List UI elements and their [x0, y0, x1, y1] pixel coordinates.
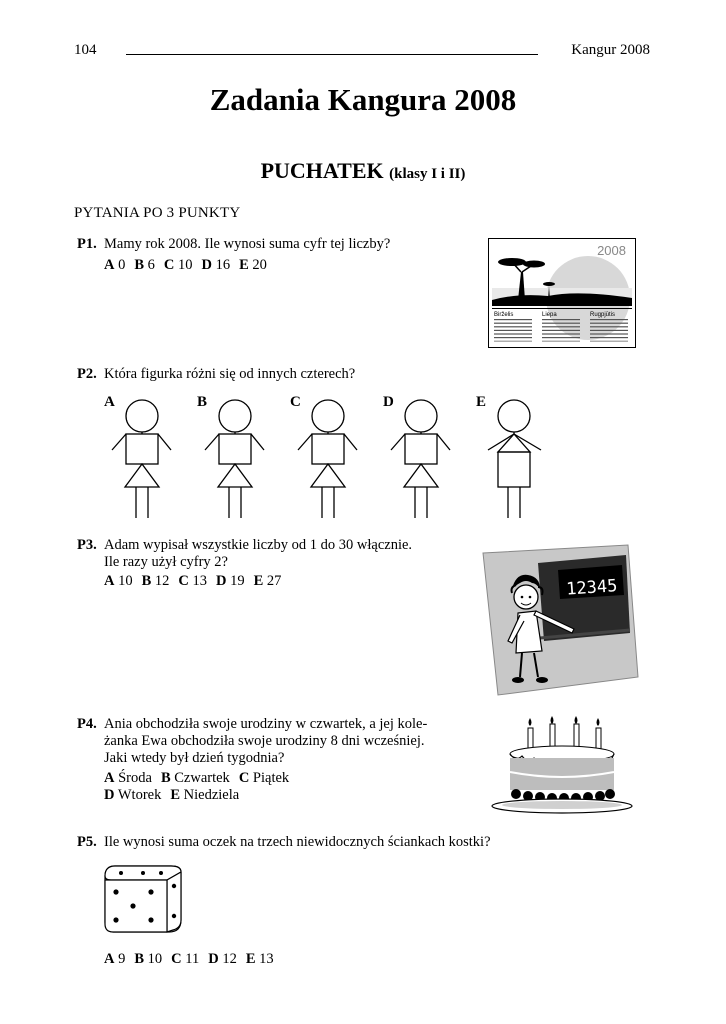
answer-options-row-2 — [104, 787, 248, 804]
stick-figure-b — [205, 400, 264, 518]
calendar-year: 2008 — [597, 243, 626, 258]
calendar-month-1: Birželis — [494, 312, 514, 318]
question-text: Ile wynosi suma oczek na trzech niewidocznych ściankach kostki? — [104, 834, 491, 850]
question-number: P4. — [77, 716, 97, 732]
answer-option: D 16 — [201, 257, 231, 273]
stick-figure-e — [488, 400, 541, 518]
figure-label-d: D — [383, 394, 394, 410]
figure-label-a: A — [104, 394, 115, 410]
stick-figure-d — [391, 400, 450, 518]
answer-options — [104, 951, 283, 968]
answer-option: D 12 — [208, 951, 237, 967]
board-text: 12345 — [565, 576, 619, 600]
answer-option: E 13 — [245, 951, 274, 967]
question-text-line-2: żanka Ewa obchodziła swoje urodziny 8 dni wcześniej. — [104, 733, 425, 749]
question-text-line-3: Jaki wtedy był dzień tygodnia? — [104, 750, 285, 766]
stick-figure-c — [298, 400, 357, 518]
answer-option: D 19 — [216, 573, 245, 589]
blackboard-image — [480, 545, 640, 700]
answer-option: D Wtorek — [104, 787, 162, 803]
question-text-line-1: Adam wypisał wszystkie liczby od 1 do 30 włącznie. — [104, 537, 413, 553]
answer-option: C 11 — [171, 951, 200, 967]
question-text-line-2: Ile razy użył cyfry 2? — [104, 554, 228, 570]
stick-figure-a — [112, 400, 171, 518]
answer-options-row-1 — [104, 770, 298, 787]
figure-label-c: C — [290, 394, 301, 410]
subtitle-main: PUCHATEK — [260, 158, 384, 183]
calendar-month-2: Liepa — [542, 312, 557, 318]
subtitle-small: (klasy I i II) — [389, 166, 466, 182]
answer-option: C 10 — [163, 257, 193, 273]
cake-image — [490, 716, 632, 816]
figure-label-b: B — [197, 394, 208, 410]
answer-option: B 10 — [134, 951, 163, 967]
answer-option: B 12 — [141, 573, 170, 589]
answer-option: A Środa — [104, 770, 152, 786]
question-text: Mamy rok 2008. Ile wynosi suma cyfr tej liczby? — [104, 236, 391, 252]
question-number: P3. — [77, 537, 97, 553]
answer-options — [104, 573, 290, 590]
die-image — [103, 862, 185, 938]
answer-option: E 27 — [253, 573, 282, 589]
page-title: Zadania Kangura 2008 — [209, 82, 517, 117]
answer-option: E 20 — [239, 257, 267, 273]
answer-option: C 13 — [178, 573, 208, 589]
question-text-line-1: Ania obchodziła swoje urodziny w czwartek, a jej kole- — [104, 716, 428, 732]
answer-option: A 10 — [104, 573, 133, 589]
header-title: Kangur 2008 — [571, 42, 650, 58]
answer-option: A 0 — [104, 257, 126, 273]
calendar-month-3: Rugpjūtis — [590, 312, 616, 318]
answer-option: A 9 — [104, 951, 126, 967]
section-heading: PYTANIA PO 3 PUNKTY — [74, 205, 241, 221]
figure-label-e: E — [476, 394, 487, 410]
question-number: P5. — [77, 834, 97, 850]
question-text: Która figurka różni się od innych czterech? — [104, 366, 356, 382]
answer-option: E Niedziela — [170, 787, 240, 803]
answer-option: B Czwartek — [160, 770, 230, 786]
answer-option: B 6 — [134, 257, 155, 273]
answer-option: C Piątek — [238, 770, 290, 786]
question-number: P2. — [77, 366, 97, 382]
question-number: P1. — [77, 236, 97, 252]
page-number: 104 — [74, 42, 97, 58]
